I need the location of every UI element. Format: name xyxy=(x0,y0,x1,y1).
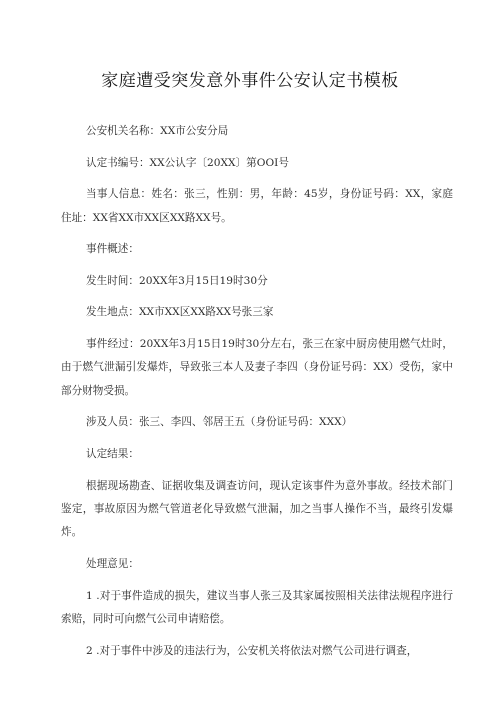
involved-persons: 涉及人员：张三、李四、邻居王五（身份证号码：XXX） xyxy=(86,416,353,429)
occurrence-location: 发生地点：XX市XX区XX路XX号张三家 xyxy=(86,306,274,319)
determination-text: 根据现场勘查、证据收集及调查访问，现认定该事件为意外事故。经技术部门鉴定，事故原因为燃气管道老化导致燃气泄漏，加之当事人操作不当，最终引发爆炸。 xyxy=(61,479,453,539)
police-agency-name: 公安机关名称：XX市公安分局 xyxy=(86,125,229,137)
incident-summary-heading: 事件概述： xyxy=(86,243,139,256)
certificate-number: 认定书编号：XX公认字〔20XX〕第OOI号 xyxy=(86,156,289,169)
party-information: 当事人信息：姓名：张三，性别：男，年龄：45岁，身份证号码：XX，家庭住址：XX省XX市XX区XX路XX号。 xyxy=(61,188,453,224)
handling-item-2: 2 .对于事件中涉及的违法行为，公安机关将依法对燃气公司进行调查， xyxy=(86,644,418,657)
document-title: 家庭遭受突发意外事件公安认定书模板 xyxy=(101,71,399,91)
determination-heading: 认定结果： xyxy=(86,447,139,460)
occurrence-time: 发生时间：20XX年3月15日19时30分 xyxy=(86,274,268,287)
handling-opinion-heading: 处理意见： xyxy=(86,557,139,570)
incident-details: 事件经过：20XX年3月15日19时30分左右，张三在家中厨房使用燃气灶时，由于燃气泄漏引发爆炸，导致张三本人及妻子李四（身份证号码：XX）受伤，家中部分财物受损。 xyxy=(61,337,453,397)
handling-item-1: 1 .对于事件造成的损失，建议当事人张三及其家属按照相关法律法规程序进行索赔，同时可向燃气公司申请赔偿。 xyxy=(61,589,453,625)
document-body xyxy=(61,120,453,671)
